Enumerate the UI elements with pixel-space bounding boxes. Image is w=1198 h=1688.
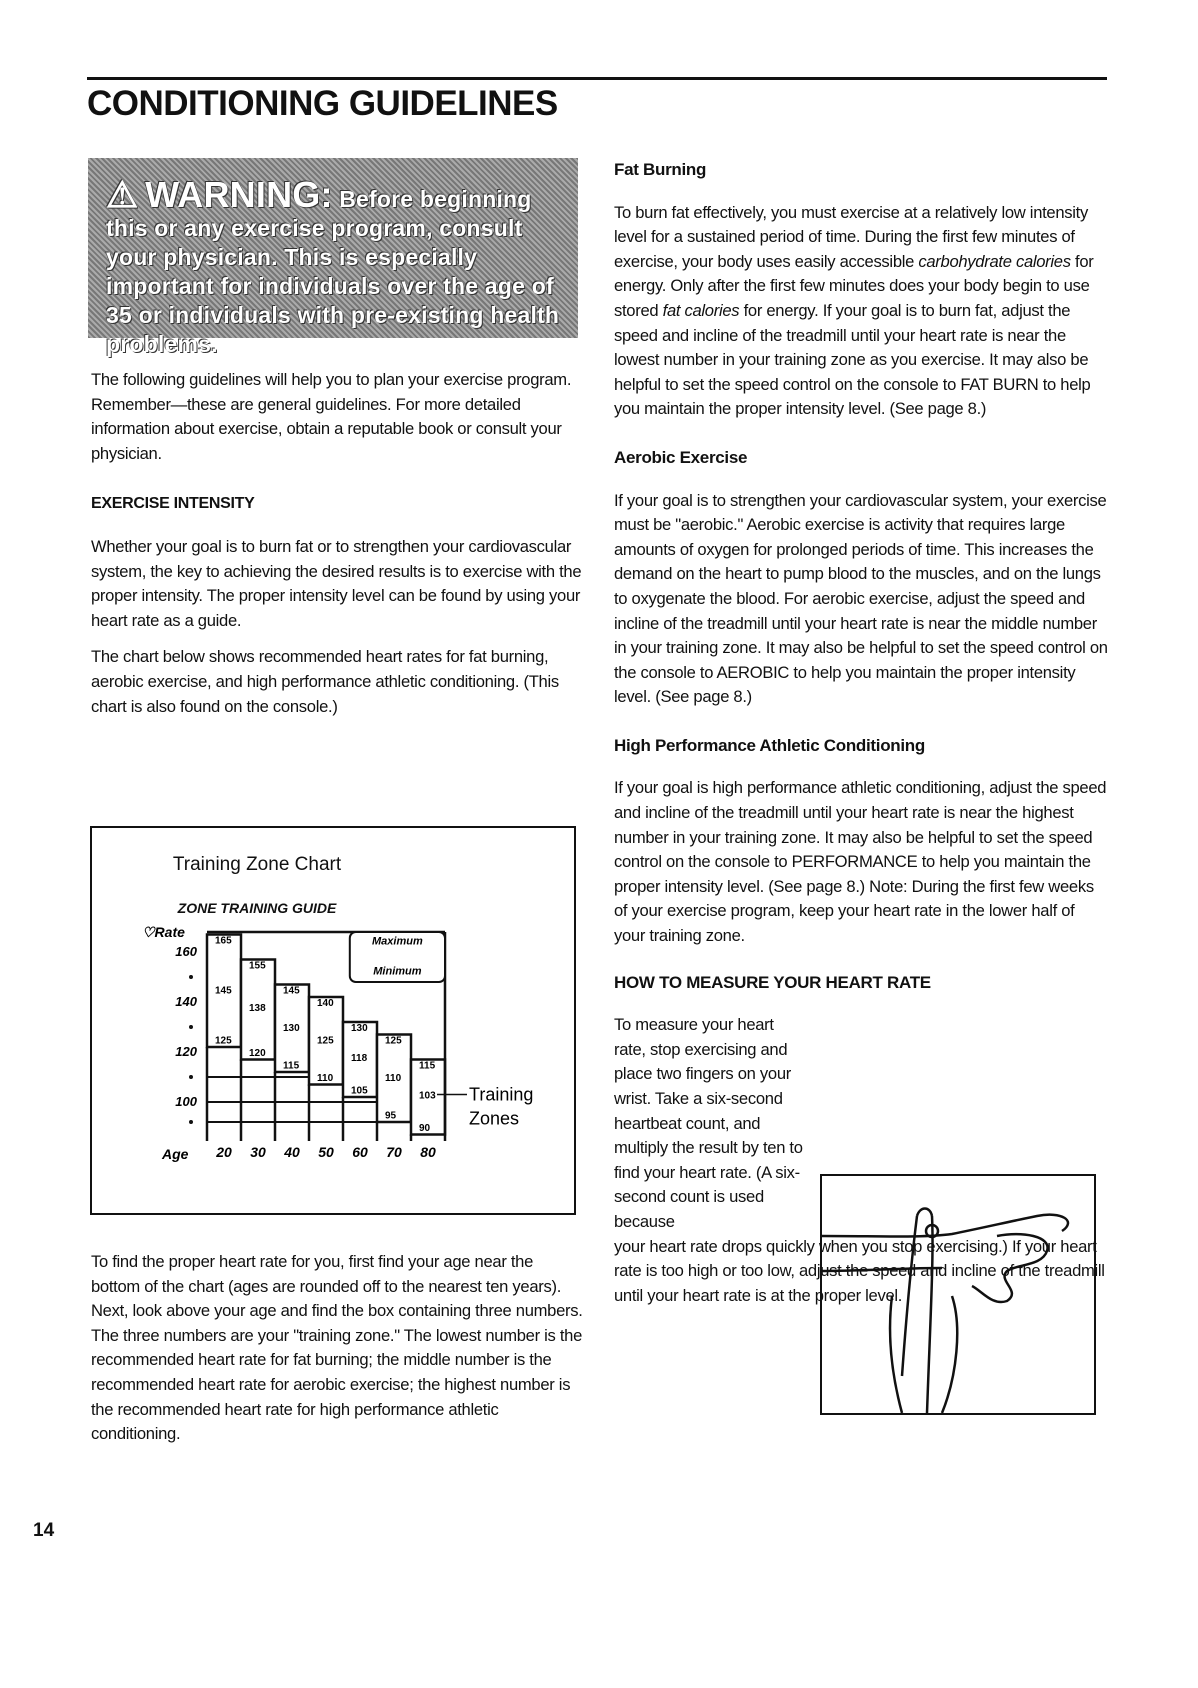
y-tick-dot [189,1025,193,1029]
measure-paragraph-1: To measure your heart rate, stop exercising and place two fingers on your wrist. Take a six-second heartbeat count, and multiply the result by ten to find your heart rate. (A six-second count is used because [614,1015,803,1231]
fat-text-c: for energy. If your goal is to burn fat, adjust the speed and incline of the treadmill until your heart rate is near the lowest number in your training zone as you exercise. It may also be helpful to set the speed control on the console to FAT BURN to help you maintain the proper intensity level. (See page 8.) [614,300,1091,419]
header-rule [87,77,1107,80]
zone-value-minimum: 105 [351,1085,368,1097]
x-tick-label: 80 [420,1144,436,1160]
measure-heart-rate-heading: HOW TO MEASURE YOUR HEART RATE [614,972,931,992]
zone-value-middle: 145 [215,985,232,997]
x-tick-label: 50 [318,1144,334,1160]
warning-label: WARNING: [145,174,333,215]
x-axis-label: Age [162,1146,189,1162]
fat-text-b: for energy. Only after the first few minutes does your body begin to use stored [614,251,1094,320]
left-column-top [91,368,586,731]
fat-text-a: To burn fat effectively, you must exercise at a relatively low intensity level for a sustained period of time. During the first few minutes of exercise, your body uses easily accessible [614,202,1088,271]
find-rate-paragraph: To find the proper heart rate for you, first find your age near the bottom of the chart (ages are rounded off to the nearest ten years). Next, look above your age and find the box containing three numbers. The three numbers are your "training zone." The lowest number is the recommended heart rate for fat burning; the middle number is the recommended heart rate for aerobic exercise; the highest number is the recommended heart rate for high performance athletic conditioning. [91,1252,583,1444]
annotation-label-line1: Training [469,1084,534,1105]
left-column-bottom [91,1250,586,1459]
zone-value-minimum: 95 [385,1110,397,1122]
legend-maximum: Maximum [372,935,423,948]
warning-box [88,158,578,357]
zone-value-minimum: 115 [283,1060,300,1072]
zone-value-maximum: 145 [283,985,300,997]
legend-minimum: Minimum [373,965,422,978]
zone-value-maximum: 155 [249,960,266,972]
training-zone-chart-box [90,826,576,1215]
warning-text: Before beginning this or any exercise program, consult your physician. This is especially important for individuals over the age of 35 or individuals with pre-existing health problems. [106,186,560,357]
y-tick-label: 160 [175,944,197,959]
zone-value-middle: 125 [317,1035,334,1047]
high-performance-heading: High Performance Athletic Conditioning [614,735,925,755]
zone-value-maximum: 125 [385,1035,402,1047]
exercise-paragraph-1: Whether your goal is to burn fat or to strengthen your cardiovascular system, the key to achieving the desired results is to exercise with the proper intensity. The proper intensity level can be found by using your heart rate as a guide. [91,536,582,630]
y-axis-label: ♡Rate [142,924,185,940]
zone-value-minimum: 120 [249,1048,266,1059]
page-number: 14 [33,1520,55,1541]
y-tick-dot [189,1075,193,1079]
chart-title: Training Zone Chart [172,854,342,875]
x-tick-label: 60 [352,1144,368,1160]
wrist-pulse-illustration [820,1174,1096,1415]
measure-paragraph-2: your heart rate drops quickly when you stop exercising.) If your heart rate is too high or too low, adjust the speed and incline of the treadmill until your heart rate is at the proper level. [614,1236,1105,1305]
zone-value-middle: 138 [249,1003,266,1014]
zone-value-minimum: 125 [215,1035,232,1047]
x-tick-label: 40 [284,1144,300,1160]
annotation-label-line2: Zones [469,1108,520,1129]
y-tick-label: 100 [175,1094,197,1109]
fat-calories-term: fat calories [662,300,740,320]
high-performance-paragraph: If your goal is high performance athletic conditioning, adjust the speed and incline of the treadmill until your heart rate is near the highest number in your training zone. It may also be helpful to set the speed control on the console to PERFORMANCE to help you maintain the proper intensity level. (See page 8.) Note: During the first few weeks of your exercise program, keep your heart rate in the lower half of your training zone. [614,778,1107,946]
zone-value-maximum: 165 [215,935,232,947]
zone-value-middle: 103 [419,1090,436,1102]
zone-value-maximum: 115 [419,1060,436,1072]
fat-burning-paragraph [614,201,1108,422]
aerobic-paragraph: If your goal is to strengthen your cardiovascular system, your exercise must be "aerobic." Aerobic exercise is activity that requires large amounts of oxygen for prolonged periods of time. This increases the demand on the heart to pump blood to the muscles, and on the lungs to oxygenate the blood. For aerobic exercise, adjust the speed and incline of the treadmill until your heart rate is near the middle number in your training zone. It may also be helpful to set the speed control on the console to AEROBIC to help you maintain the proper intensity level. (See page 8.) [614,490,1108,707]
y-tick-dot [189,975,193,979]
exercise-paragraph-2: The chart below shows recommended heart rates for fat burning, aerobic exercise, and high performance athletic conditioning. (This chart is also found on the console.) [91,647,559,716]
zone-value-minimum: 90 [419,1123,431,1134]
warning-icon: ⚠ [106,174,139,215]
x-tick-label: 30 [250,1144,266,1160]
hand-wrist-icon [822,1176,1094,1413]
zone-value-maximum: 140 [317,998,334,1009]
fat-burning-heading: Fat Burning [614,160,707,179]
chart-subtitle: ZONE TRAINING GUIDE [177,900,337,916]
carbohydrate-calories-term: carbohydrate calories [918,251,1071,271]
intro-paragraph: The following guidelines will help you to plan your exercise program. Remember—these are general guidelines. For more detailed information about exercise, obtain a reputable book or consult your physician. [91,370,572,463]
y-tick-label: 140 [175,994,197,1009]
zone-value-minimum: 110 [317,1073,334,1084]
aerobic-heading: Aerobic Exercise [614,447,748,467]
exercise-intensity-heading: EXERCISE INTENSITY [91,495,255,513]
x-tick-label: 20 [216,1144,232,1160]
zone-value-middle: 130 [283,1023,300,1034]
y-tick-dot [189,1120,193,1124]
zone-value-middle: 110 [385,1073,402,1084]
zone-value-middle: 118 [351,1053,368,1064]
y-tick-label: 120 [175,1044,197,1059]
zone-chart [92,922,574,1202]
zone-value-maximum: 130 [351,1023,368,1034]
right-column [614,158,1108,1320]
page-title: CONDITIONING GUIDELINES [87,84,558,123]
x-tick-label: 70 [386,1144,402,1160]
